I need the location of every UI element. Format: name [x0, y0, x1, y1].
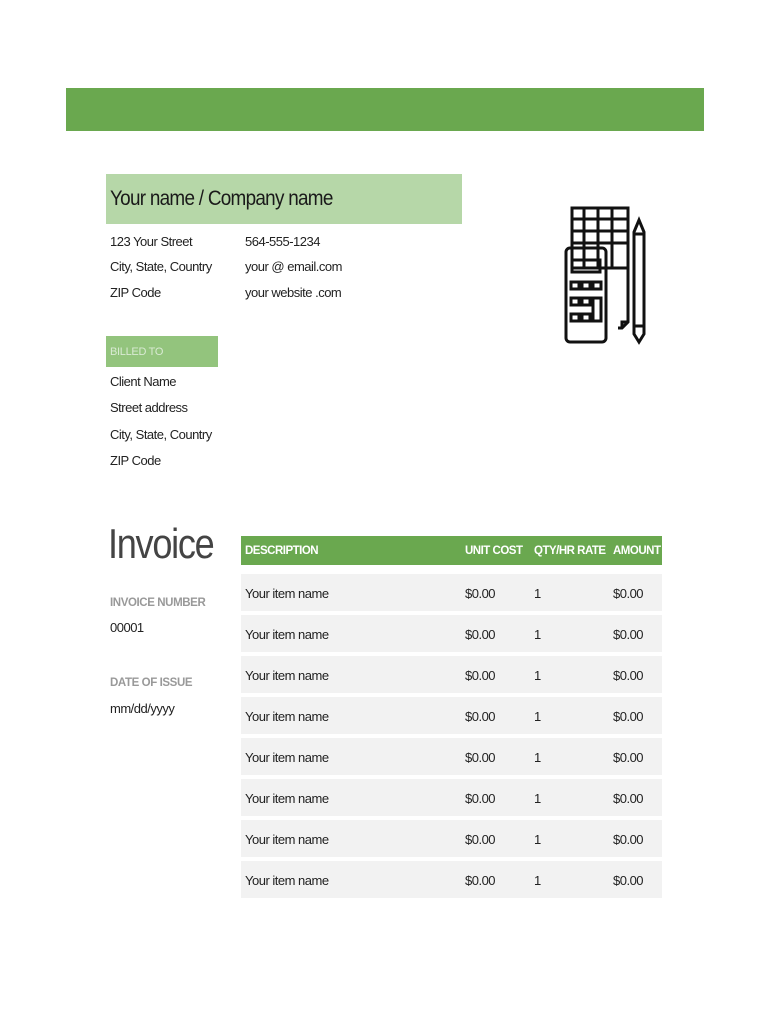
company-zip[interactable]: ZIP Code: [110, 285, 161, 300]
item-unit-cost[interactable]: $0.00: [465, 750, 496, 765]
item-unit-cost[interactable]: $0.00: [465, 791, 496, 806]
client-name[interactable]: Client Name: [110, 374, 177, 389]
item-qty[interactable]: 1: [534, 750, 541, 765]
table-row: [241, 656, 662, 693]
item-amount[interactable]: $0.00: [613, 791, 644, 806]
item-description[interactable]: Your item name: [245, 586, 329, 601]
item-description[interactable]: Your item name: [245, 791, 329, 806]
item-qty[interactable]: 1: [534, 832, 541, 847]
table-row: [241, 820, 662, 857]
client-zip[interactable]: ZIP Code: [110, 453, 161, 468]
item-description[interactable]: Your item name: [245, 627, 329, 642]
item-amount[interactable]: $0.00: [613, 873, 644, 888]
company-name-bar: [106, 174, 462, 224]
client-city[interactable]: City, State, Country: [110, 427, 212, 442]
item-qty[interactable]: 1: [534, 873, 541, 888]
table-row: [241, 861, 662, 898]
client-street[interactable]: Street address: [110, 400, 188, 415]
table-header: [241, 536, 662, 565]
item-amount[interactable]: $0.00: [613, 832, 644, 847]
item-description[interactable]: Your item name: [245, 873, 329, 888]
item-qty[interactable]: 1: [534, 791, 541, 806]
header-qty-rate: QTY/HR RATE: [534, 545, 606, 557]
table-row: [241, 697, 662, 734]
item-qty[interactable]: 1: [534, 668, 541, 683]
date-of-issue-label: DATE OF ISSUE: [110, 677, 193, 689]
company-street[interactable]: 123 Your Street: [110, 234, 193, 249]
item-description[interactable]: Your item name: [245, 750, 329, 765]
company-website[interactable]: your website .com: [245, 285, 342, 300]
date-of-issue[interactable]: mm/dd/yyyy: [110, 701, 175, 716]
item-amount[interactable]: $0.00: [613, 668, 644, 683]
company-email[interactable]: your @ email.com: [245, 259, 342, 274]
item-description[interactable]: Your item name: [245, 832, 329, 847]
header-description: DESCRIPTION: [245, 545, 319, 557]
calculator-icon: [560, 202, 652, 347]
company-name[interactable]: Your name / Company name: [110, 187, 333, 210]
item-unit-cost[interactable]: $0.00: [465, 709, 496, 724]
item-amount[interactable]: $0.00: [613, 586, 644, 601]
item-amount[interactable]: $0.00: [613, 750, 644, 765]
item-unit-cost[interactable]: $0.00: [465, 627, 496, 642]
item-amount[interactable]: $0.00: [613, 709, 644, 724]
item-description[interactable]: Your item name: [245, 668, 329, 683]
item-unit-cost[interactable]: $0.00: [465, 873, 496, 888]
item-qty[interactable]: 1: [534, 709, 541, 724]
invoice-number-label: INVOICE NUMBER: [110, 597, 206, 609]
table-row: [241, 574, 662, 611]
table-row: [241, 779, 662, 816]
header-amount: AMOUNT: [613, 545, 661, 557]
invoice-number[interactable]: 00001: [110, 620, 144, 635]
billed-to-bar: [106, 336, 218, 367]
table-row: [241, 738, 662, 775]
billed-to-label: BILLED TO: [110, 345, 164, 358]
item-description[interactable]: Your item name: [245, 709, 329, 724]
item-amount[interactable]: $0.00: [613, 627, 644, 642]
item-qty[interactable]: 1: [534, 586, 541, 601]
items-table: [241, 536, 662, 898]
header-unit-cost: UNIT COST: [465, 545, 523, 557]
company-phone[interactable]: 564-555-1234: [245, 234, 320, 249]
item-unit-cost[interactable]: $0.00: [465, 832, 496, 847]
item-unit-cost[interactable]: $0.00: [465, 668, 496, 683]
table-row: [241, 615, 662, 652]
item-unit-cost[interactable]: $0.00: [465, 586, 496, 601]
item-qty[interactable]: 1: [534, 627, 541, 642]
company-city[interactable]: City, State, Country: [110, 259, 212, 274]
invoice-title: Invoice: [108, 520, 214, 567]
top-band: [66, 88, 704, 131]
